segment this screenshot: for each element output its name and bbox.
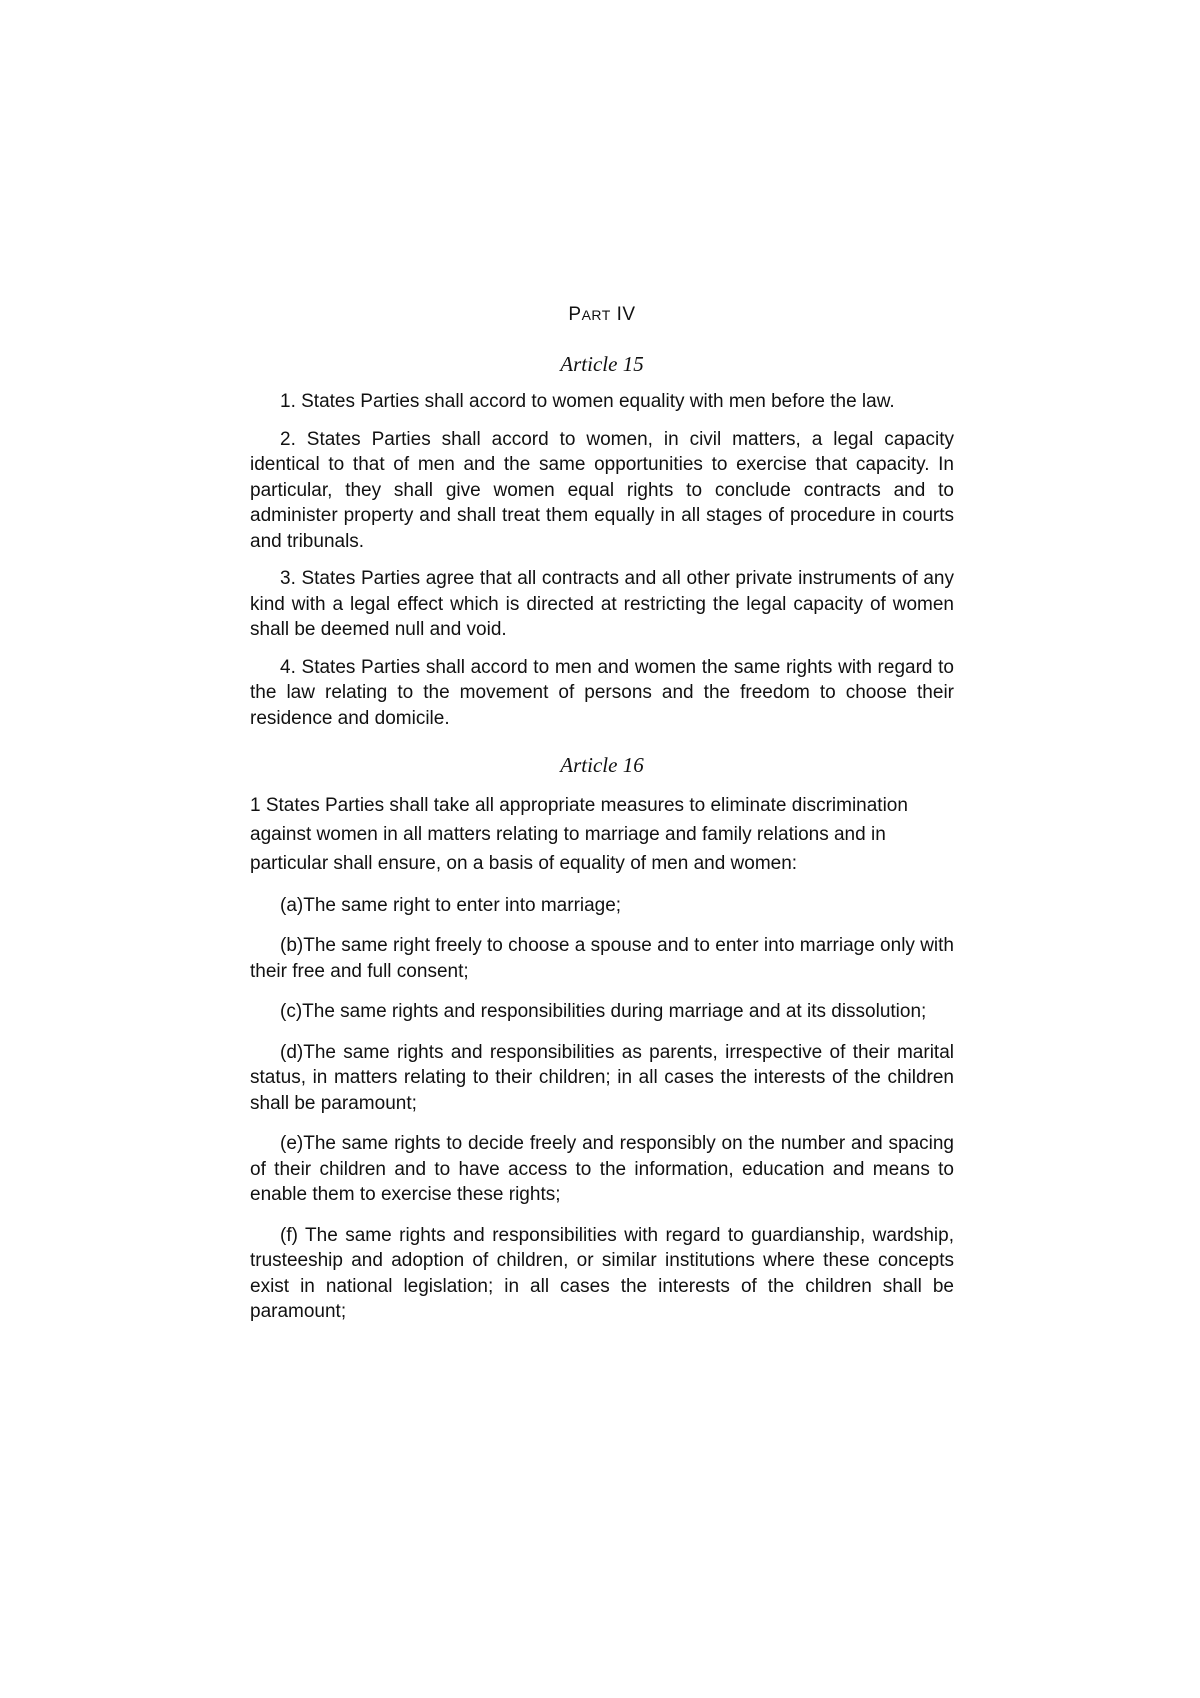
article-15-paragraph-4: 4. States Parties shall accord to men and women the same rights with regard to the law relating to the movement of persons and the freedom to choose their residence and domicile. xyxy=(250,656,954,729)
article-15-paragraph-2: 2. States Parties shall accord to women, in civil matters, a legal capacity identical to that of men and the same opportunities to exercise that capacity. In particular, they shall give women equal rights to conclude contracts and to administer property and shall treat them equally in all stages of procedure in courts and tribunals. xyxy=(250,428,954,552)
article-16-item-c: (c)The same rights and responsibilities during marriage and at its dissolution; xyxy=(280,1001,927,1022)
article-16-heading: Article 16 xyxy=(560,753,644,777)
article-15-paragraph-3: 3. States Parties agree that all contracts and all other private instruments of any kind with a legal effect which is directed at restricting the legal capacity of women shall be deemed null and void. xyxy=(250,568,954,640)
article-16-item-b: (b)The same right freely to choose a spouse and to enter into marriage only with their free and full consent; xyxy=(250,935,954,982)
article-16-item-a: (a)The same right to enter into marriage; xyxy=(280,894,622,916)
article-16-item-d: (d)The same rights and responsibilities as parents, irrespective of their marital status, in matters relating to their children; in all cases the interests of the children shall be paramount; xyxy=(250,1041,954,1114)
article-16-intro: 1 States Parties shall take all appropriate measures to eliminate discrimination against women in all matters relating to marriage and family relations and in particular shall ensure, on a basis of equality of men and women: xyxy=(250,794,908,874)
document-body xyxy=(250,302,954,1340)
article-15-paragraph-1: 1. States Parties shall accord to women equality with men before the law. xyxy=(280,391,895,412)
part-title-rest: ART xyxy=(581,307,611,323)
article-16-item-f: (f) The same rights and responsibilities with regard to guardianship, wardship, trusteeship and adoption of children, or similar institutions where these concepts exist in national legislation; in all cases the interests of the children shall be paramount; xyxy=(250,1224,954,1322)
article-spacer xyxy=(250,743,954,753)
part-title-cap: P xyxy=(568,304,582,325)
part-title-number: IV xyxy=(610,304,636,325)
article-15-heading: Article 15 xyxy=(560,351,644,376)
article-16-item-e: (e)The same rights to decide freely and responsibly on the number and spacing of their children and to have access to the information, education and means to enable them to exercise these rights; xyxy=(250,1133,954,1205)
part-title xyxy=(250,302,954,329)
